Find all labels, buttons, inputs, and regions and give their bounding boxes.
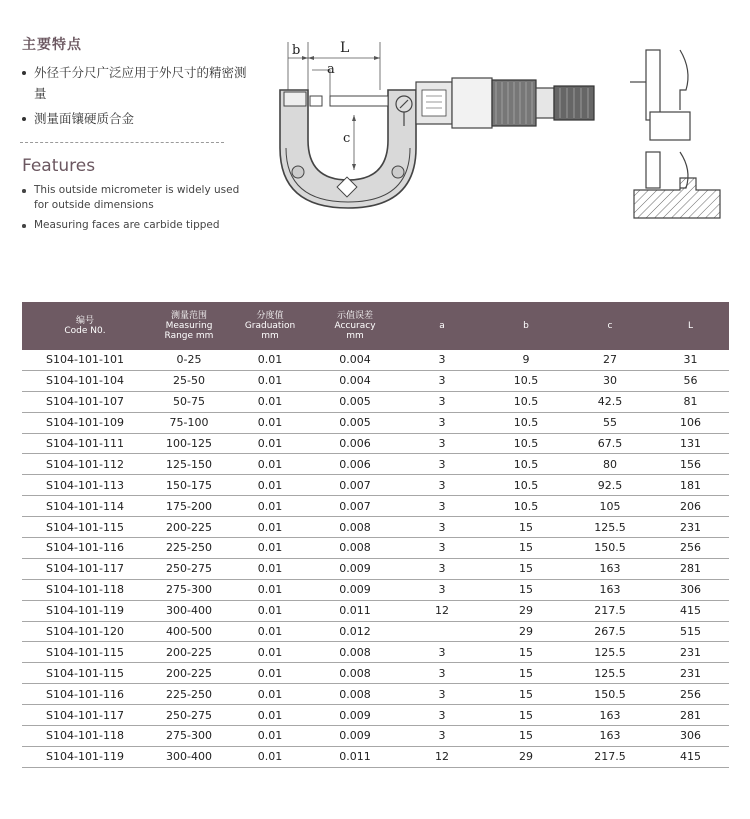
table-cell: 30 [568, 370, 652, 391]
table-cell: 0.01 [230, 433, 310, 454]
column-header-line: 编号 [75, 316, 94, 326]
table-cell: 3 [400, 391, 484, 412]
table-row [22, 705, 729, 726]
table-cell: 0.01 [230, 454, 310, 475]
micrometer-drawing [270, 30, 610, 210]
table-cell: 15 [484, 684, 568, 705]
table-cell: S104-101-115 [22, 517, 148, 538]
table-header-row [22, 302, 729, 350]
features-en-item: Measuring faces are carbide tipped [20, 218, 250, 233]
table-body [22, 350, 729, 767]
table-cell: 400-500 [148, 621, 230, 642]
table-cell: 0.009 [310, 579, 400, 600]
table-cell: 3 [400, 705, 484, 726]
table-cell: 225-250 [148, 538, 230, 559]
table-cell: 231 [652, 642, 729, 663]
table-cell: 3 [400, 412, 484, 433]
table-cell: 3 [400, 684, 484, 705]
table-cell: 15 [484, 558, 568, 579]
features-en-item: This outside micrometer is widely used for outside dimensions [20, 183, 250, 213]
column-header-line: Measuring [165, 321, 213, 331]
column-header [22, 302, 148, 350]
table-cell: 3 [400, 496, 484, 517]
table-row [22, 621, 729, 642]
table-cell: 125.5 [568, 642, 652, 663]
table-cell: 150-175 [148, 475, 230, 496]
table-cell: 225-250 [148, 684, 230, 705]
table-cell: S104-101-115 [22, 663, 148, 684]
table-cell: 415 [652, 746, 729, 767]
table-cell: 0.01 [230, 412, 310, 433]
table-cell: 0.008 [310, 642, 400, 663]
table-cell: 3 [400, 370, 484, 391]
column-header-line: b [523, 321, 529, 331]
table-cell: 105 [568, 496, 652, 517]
table-cell: 0.009 [310, 558, 400, 579]
dim-label-L: L [340, 40, 350, 56]
table-cell: 0.006 [310, 433, 400, 454]
table-cell: 163 [568, 726, 652, 747]
table-cell: S104-101-118 [22, 726, 148, 747]
table-cell: 3 [400, 475, 484, 496]
table-cell: S104-101-117 [22, 558, 148, 579]
table-cell: 250-275 [148, 705, 230, 726]
column-header-line: mm [346, 331, 364, 341]
table-cell: 9 [484, 350, 568, 370]
table-cell: 0.005 [310, 391, 400, 412]
column-header-line: mm [261, 331, 279, 341]
table-cell: 29 [484, 600, 568, 621]
table-cell: 306 [652, 726, 729, 747]
table-cell: 106 [652, 412, 729, 433]
features-cn-item: 测量面镶硬质合金 [20, 108, 250, 129]
table-cell: 3 [400, 726, 484, 747]
table-row [22, 538, 729, 559]
column-header-line: Range mm [164, 331, 214, 341]
table-cell: 0.007 [310, 496, 400, 517]
table-cell: S104-101-107 [22, 391, 148, 412]
table-cell: 0.01 [230, 621, 310, 642]
table-cell: 80 [568, 454, 652, 475]
table-cell: 163 [568, 558, 652, 579]
features-cn-item: 外径千分尺广泛应用于外尺寸的精密测量 [20, 62, 250, 104]
table-row [22, 600, 729, 621]
table-row [22, 433, 729, 454]
table-cell: 0-25 [148, 350, 230, 370]
dim-label-c: c [343, 131, 351, 146]
column-header-line: c [607, 321, 613, 331]
table-cell: 15 [484, 663, 568, 684]
column-header-line: Graduation [244, 321, 296, 331]
table-row [22, 475, 729, 496]
table-cell: 27 [568, 350, 652, 370]
table-row [22, 496, 729, 517]
table-cell: S104-101-101 [22, 350, 148, 370]
table-cell: S104-101-117 [22, 705, 148, 726]
table-cell: 150.5 [568, 684, 652, 705]
table-cell: 10.5 [484, 496, 568, 517]
table-cell: 0.007 [310, 475, 400, 496]
table-cell: 300-400 [148, 746, 230, 767]
table-cell: 67.5 [568, 433, 652, 454]
table-cell: 0.011 [310, 600, 400, 621]
measuring-face-detail [620, 40, 730, 220]
column-header-line: 测量范围 [170, 311, 207, 321]
section-divider [20, 142, 224, 143]
table-cell: 3 [400, 454, 484, 475]
column-header [400, 302, 484, 350]
features-cn-list [20, 62, 250, 133]
table-cell: 256 [652, 538, 729, 559]
table-cell: 75-100 [148, 412, 230, 433]
column-header-line: L [687, 321, 693, 331]
table-cell: 150.5 [568, 538, 652, 559]
table-cell: 217.5 [568, 746, 652, 767]
table-cell: S104-101-104 [22, 370, 148, 391]
table-cell: 0.01 [230, 663, 310, 684]
table-cell: 0.01 [230, 391, 310, 412]
table-cell: 0.01 [230, 558, 310, 579]
table-cell: 100-125 [148, 433, 230, 454]
table-cell: 0.004 [310, 370, 400, 391]
table-cell: 515 [652, 621, 729, 642]
column-header [484, 302, 568, 350]
table-cell: 306 [652, 579, 729, 600]
table-cell: 0.01 [230, 684, 310, 705]
table-cell: S104-101-120 [22, 621, 148, 642]
table-cell: 0.01 [230, 496, 310, 517]
table-cell: 231 [652, 663, 729, 684]
table-cell: 0.008 [310, 538, 400, 559]
table-cell: 15 [484, 705, 568, 726]
table-cell: 3 [400, 579, 484, 600]
table-cell: 206 [652, 496, 729, 517]
table-cell: 163 [568, 579, 652, 600]
table-cell: 200-225 [148, 663, 230, 684]
column-header [310, 302, 400, 350]
table-cell: 3 [400, 517, 484, 538]
table-cell: S104-101-116 [22, 538, 148, 559]
table-cell: 0.01 [230, 746, 310, 767]
table-cell: 3 [400, 433, 484, 454]
table-cell: 10.5 [484, 454, 568, 475]
specification-table [22, 302, 729, 768]
table-row [22, 350, 729, 370]
table-cell: S104-101-118 [22, 579, 148, 600]
table-cell: 156 [652, 454, 729, 475]
table-cell: 29 [484, 746, 568, 767]
column-header-line: 示值误差 [336, 311, 373, 321]
table-cell: 56 [652, 370, 729, 391]
features-en-title: Features [22, 156, 96, 176]
table-cell: 55 [568, 412, 652, 433]
column-header-line: Code N0. [64, 326, 106, 336]
column-header-line: 分度值 [256, 311, 284, 321]
table-cell: 0.01 [230, 370, 310, 391]
table-cell: S104-101-116 [22, 684, 148, 705]
column-header-line: a [439, 321, 445, 331]
table-cell [400, 621, 484, 642]
table-cell: 31 [652, 350, 729, 370]
table-cell: 231 [652, 517, 729, 538]
table-row [22, 579, 729, 600]
table-cell: 217.5 [568, 600, 652, 621]
table-row [22, 454, 729, 475]
table-cell: 163 [568, 705, 652, 726]
table-cell: 131 [652, 433, 729, 454]
table-cell: 15 [484, 517, 568, 538]
table-cell: 10.5 [484, 370, 568, 391]
table-cell: 125.5 [568, 663, 652, 684]
table-cell: S104-101-109 [22, 412, 148, 433]
table-cell: 250-275 [148, 558, 230, 579]
table-cell: 42.5 [568, 391, 652, 412]
table-row [22, 370, 729, 391]
table-row [22, 517, 729, 538]
table-cell: 0.005 [310, 412, 400, 433]
table-cell: 256 [652, 684, 729, 705]
table-row [22, 726, 729, 747]
table-cell: 0.006 [310, 454, 400, 475]
table-cell: 0.009 [310, 705, 400, 726]
features-cn-title: 主要特点 [22, 37, 82, 53]
table-row [22, 642, 729, 663]
column-header [148, 302, 230, 350]
table-cell: 0.004 [310, 350, 400, 370]
table-cell: 3 [400, 538, 484, 559]
table-cell: 29 [484, 621, 568, 642]
table-cell: 200-225 [148, 642, 230, 663]
table-row [22, 391, 729, 412]
table-cell: 125-150 [148, 454, 230, 475]
table-cell: 10.5 [484, 391, 568, 412]
table-cell: 10.5 [484, 475, 568, 496]
column-header [230, 302, 310, 350]
table-cell: 200-225 [148, 517, 230, 538]
table-row [22, 558, 729, 579]
table-cell: 0.01 [230, 350, 310, 370]
table-cell: S104-101-115 [22, 642, 148, 663]
table-cell: 125.5 [568, 517, 652, 538]
table-cell: 10.5 [484, 433, 568, 454]
table-cell: 0.01 [230, 726, 310, 747]
column-header [568, 302, 652, 350]
table-row [22, 663, 729, 684]
table-cell: S104-101-114 [22, 496, 148, 517]
table-cell: 3 [400, 663, 484, 684]
table-cell: 281 [652, 705, 729, 726]
table-cell: 15 [484, 538, 568, 559]
table-cell: 92.5 [568, 475, 652, 496]
table-cell: 10.5 [484, 412, 568, 433]
column-header [652, 302, 729, 350]
table-cell: 0.01 [230, 705, 310, 726]
table-cell: 50-75 [148, 391, 230, 412]
table-cell: 267.5 [568, 621, 652, 642]
table-cell: 3 [400, 350, 484, 370]
table-cell: 0.01 [230, 642, 310, 663]
table-cell: 0.012 [310, 621, 400, 642]
table-cell: 12 [400, 600, 484, 621]
table-cell: 3 [400, 642, 484, 663]
table-cell: 0.01 [230, 579, 310, 600]
table-cell: 0.01 [230, 538, 310, 559]
table-cell: 25-50 [148, 370, 230, 391]
table-row [22, 412, 729, 433]
dim-label-b: b [292, 43, 301, 58]
dim-label-a: a [327, 62, 335, 77]
table-cell: 15 [484, 642, 568, 663]
table-cell: S104-101-113 [22, 475, 148, 496]
table-cell: 0.008 [310, 684, 400, 705]
table-cell: 181 [652, 475, 729, 496]
table-cell: 0.008 [310, 663, 400, 684]
table-cell: 300-400 [148, 600, 230, 621]
table-cell: 0.01 [230, 600, 310, 621]
features-en-list [20, 183, 250, 238]
column-header-line: Accuracy [334, 321, 376, 331]
table-cell: 0.01 [230, 517, 310, 538]
table-cell: S104-101-111 [22, 433, 148, 454]
table-cell: S104-101-119 [22, 600, 148, 621]
table-row [22, 746, 729, 767]
table-cell: 0.01 [230, 475, 310, 496]
table-cell: 15 [484, 726, 568, 747]
table-cell: 281 [652, 558, 729, 579]
table-cell: 3 [400, 558, 484, 579]
table-cell: 275-300 [148, 579, 230, 600]
table-cell: 0.011 [310, 746, 400, 767]
table-row [22, 684, 729, 705]
table-cell: S104-101-112 [22, 454, 148, 475]
table-cell: 275-300 [148, 726, 230, 747]
table-cell: 15 [484, 579, 568, 600]
table-cell: 81 [652, 391, 729, 412]
table-cell: S104-101-119 [22, 746, 148, 767]
table-cell: 12 [400, 746, 484, 767]
table-cell: 415 [652, 600, 729, 621]
table-cell: 0.008 [310, 517, 400, 538]
table-cell: 175-200 [148, 496, 230, 517]
table-cell: 0.009 [310, 726, 400, 747]
